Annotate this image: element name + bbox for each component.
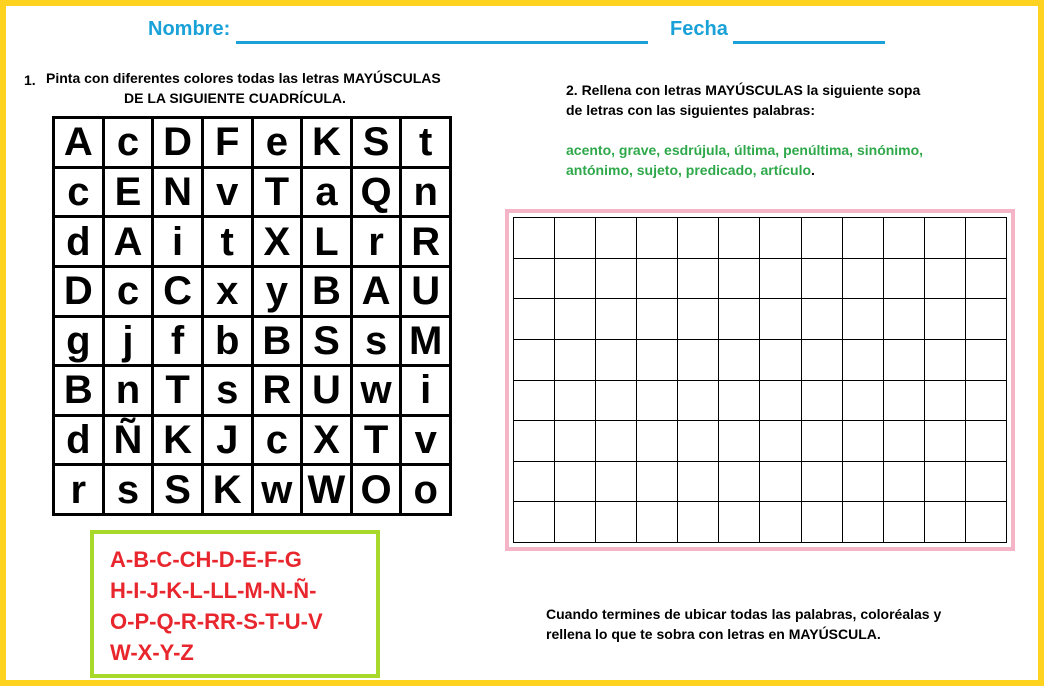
header	[148, 18, 885, 44]
word-search-cell[interactable]	[925, 502, 966, 543]
word-search-cell[interactable]	[514, 462, 555, 503]
word-search-cell[interactable]	[678, 421, 719, 462]
word-search-cell[interactable]	[555, 381, 596, 422]
word-search-cell[interactable]	[760, 259, 801, 300]
fecha-label: Fecha	[670, 18, 728, 40]
word-search-cell[interactable]	[596, 340, 637, 381]
letter-cell[interactable]: O	[353, 466, 400, 513]
word-search-cell[interactable]	[678, 218, 719, 259]
letter-cell[interactable]: t	[204, 218, 251, 265]
letter-cell[interactable]: Ñ	[105, 417, 152, 464]
word-search-cell[interactable]	[719, 421, 760, 462]
word-search-cell[interactable]	[843, 502, 884, 543]
word-search-cell[interactable]	[966, 421, 1007, 462]
word-search-cell[interactable]	[843, 218, 884, 259]
word-search-cell[interactable]	[884, 218, 925, 259]
word-search-cell[interactable]	[760, 502, 801, 543]
word-search-cell[interactable]	[843, 299, 884, 340]
word-search-cell[interactable]	[843, 462, 884, 503]
word-search-cell[interactable]	[802, 381, 843, 422]
word-search-cell[interactable]	[802, 340, 843, 381]
activity2-line1: 2. Rellena con letras MAYÚSCULAS la siguiente sopa	[566, 82, 921, 98]
letter-cell[interactable]: c	[105, 268, 152, 315]
letter-cell[interactable]: y	[254, 268, 301, 315]
letter-cell[interactable]: v	[402, 417, 449, 464]
word-search-cell[interactable]	[925, 421, 966, 462]
letter-cell[interactable]: n	[105, 367, 152, 414]
word-search-cell[interactable]	[843, 421, 884, 462]
word-search-cell[interactable]	[637, 381, 678, 422]
letter-cell[interactable]: d	[55, 417, 102, 464]
letter-cell[interactable]: w	[353, 367, 400, 414]
letter-cell[interactable]: o	[402, 466, 449, 513]
word-search-cell[interactable]	[678, 502, 719, 543]
word-search-cell[interactable]	[884, 381, 925, 422]
letter-cell[interactable]: D	[154, 119, 201, 166]
letter-cell[interactable]: N	[154, 169, 201, 216]
letter-cell[interactable]: K	[303, 119, 350, 166]
word-search-cell[interactable]	[596, 259, 637, 300]
word-search-cell[interactable]	[925, 340, 966, 381]
letter-cell[interactable]: B	[303, 268, 350, 315]
letter-cell[interactable]: X	[254, 218, 301, 265]
final-instruction-line1: Cuando termines de ubicar todas las palabras, coloréalas y	[546, 606, 942, 622]
letter-cell[interactable]: S	[303, 318, 350, 365]
word-search-cell[interactable]	[596, 502, 637, 543]
letter-cell[interactable]: E	[105, 169, 152, 216]
word-search-cell[interactable]	[966, 299, 1007, 340]
word-search-cell[interactable]	[966, 218, 1007, 259]
word-search-cell[interactable]	[843, 259, 884, 300]
word-search-cell[interactable]	[884, 340, 925, 381]
letter-cell[interactable]: U	[402, 268, 449, 315]
word-search-cell[interactable]	[555, 218, 596, 259]
word-search-cell[interactable]	[802, 502, 843, 543]
letter-cell[interactable]: s	[204, 367, 251, 414]
letter-cell[interactable]: w	[254, 466, 301, 513]
word-search-cell[interactable]	[514, 259, 555, 300]
word-search-cell[interactable]	[678, 462, 719, 503]
letter-cell[interactable]: j	[105, 318, 152, 365]
word-search-cell[interactable]	[719, 259, 760, 300]
word-search-cell[interactable]	[925, 299, 966, 340]
letter-cell[interactable]: T	[154, 367, 201, 414]
word-search-cell[interactable]	[719, 462, 760, 503]
word-search-cell[interactable]	[596, 381, 637, 422]
word-search-cell[interactable]	[802, 259, 843, 300]
word-search-cell[interactable]	[555, 340, 596, 381]
letter-cell[interactable]: e	[254, 119, 301, 166]
fecha-line[interactable]	[733, 18, 885, 44]
word-search-cell[interactable]	[966, 462, 1007, 503]
letter-cell[interactable]: B	[254, 318, 301, 365]
letter-cell[interactable]: K	[204, 466, 251, 513]
letter-cell[interactable]: c	[55, 169, 102, 216]
word-search-cell[interactable]	[802, 462, 843, 503]
word-search-cell[interactable]	[760, 381, 801, 422]
word-search-box	[505, 209, 1015, 551]
letter-cell[interactable]: J	[204, 417, 251, 464]
word-search-cell[interactable]	[514, 381, 555, 422]
word-search-cell[interactable]	[637, 259, 678, 300]
word-search-cell[interactable]	[884, 462, 925, 503]
word-search-cell[interactable]	[719, 502, 760, 543]
word-search-cell[interactable]	[760, 299, 801, 340]
letter-cell[interactable]: L	[303, 218, 350, 265]
word-search-cell[interactable]	[596, 462, 637, 503]
word-search-cell[interactable]	[596, 218, 637, 259]
word-list	[566, 140, 986, 180]
letter-cell[interactable]: A	[105, 218, 152, 265]
word-search-cell[interactable]	[843, 381, 884, 422]
word-search-cell[interactable]	[678, 259, 719, 300]
letter-cell[interactable]: v	[204, 169, 251, 216]
letter-cell[interactable]: r	[353, 218, 400, 265]
letter-cell[interactable]: X	[303, 417, 350, 464]
word-search-cell[interactable]	[884, 299, 925, 340]
word-search-cell[interactable]	[637, 340, 678, 381]
word-search-cell[interactable]	[514, 340, 555, 381]
letter-cell[interactable]: S	[353, 119, 400, 166]
word-search-cell[interactable]	[966, 259, 1007, 300]
letter-grid	[52, 116, 452, 516]
word-search-cell[interactable]	[637, 299, 678, 340]
letter-cell[interactable]: D	[55, 268, 102, 315]
letter-cell[interactable]: t	[402, 119, 449, 166]
letter-cell[interactable]: x	[204, 268, 251, 315]
alphabet-line: A-B-C-CH-D-E-F-G	[110, 547, 302, 572]
word-search-cell[interactable]	[966, 340, 1007, 381]
word-search-cell[interactable]	[802, 421, 843, 462]
word-search-cell[interactable]	[596, 299, 637, 340]
word-list-period: .	[811, 162, 815, 178]
word-search-cell[interactable]	[884, 421, 925, 462]
letter-cell[interactable]: W	[303, 466, 350, 513]
letter-cell[interactable]: K	[154, 417, 201, 464]
letter-cell[interactable]: S	[154, 466, 201, 513]
word-search-cell[interactable]	[555, 462, 596, 503]
letter-cell[interactable]: R	[402, 218, 449, 265]
word-search-cell[interactable]	[802, 218, 843, 259]
letter-cell[interactable]: Q	[353, 169, 400, 216]
letter-cell[interactable]: B	[55, 367, 102, 414]
word-search-cell[interactable]	[966, 502, 1007, 543]
letter-cell[interactable]: n	[402, 169, 449, 216]
letter-cell[interactable]: A	[353, 268, 400, 315]
word-search-cell[interactable]	[925, 218, 966, 259]
word-search-cell[interactable]	[925, 462, 966, 503]
nombre-label: Nombre:	[148, 18, 231, 40]
word-search-cell[interactable]	[719, 340, 760, 381]
word-search-cell[interactable]	[596, 421, 637, 462]
letter-cell[interactable]: b	[204, 318, 251, 365]
word-search-cell[interactable]	[719, 381, 760, 422]
activity1-line1: Pinta con diferentes colores todas las letras MAYÚSCULAS	[46, 70, 441, 86]
word-search-cell[interactable]	[514, 421, 555, 462]
nombre-line[interactable]	[236, 18, 648, 44]
word-search-cell[interactable]	[760, 340, 801, 381]
letter-cell[interactable]: F	[204, 119, 251, 166]
word-search-cell[interactable]	[637, 502, 678, 543]
letter-cell[interactable]: a	[303, 169, 350, 216]
word-search-cell[interactable]	[925, 259, 966, 300]
word-search-cell[interactable]	[637, 421, 678, 462]
word-search-cell[interactable]	[514, 502, 555, 543]
letter-cell[interactable]: f	[154, 318, 201, 365]
word-search-cell[interactable]	[678, 299, 719, 340]
word-search-cell[interactable]	[514, 218, 555, 259]
activity2-instructions	[566, 80, 986, 120]
word-search-cell[interactable]	[555, 502, 596, 543]
word-search-cell[interactable]	[637, 218, 678, 259]
word-list-line2: antónimo, sujeto, predicado, artículo	[566, 162, 812, 178]
alphabet-box	[90, 530, 380, 678]
word-search-cell[interactable]	[555, 299, 596, 340]
word-search-grid	[513, 217, 1007, 543]
word-search-cell[interactable]	[637, 462, 678, 503]
activity1-line2: DE LA SIGUIENTE CUADRÍCULA.	[124, 90, 346, 106]
letter-cell[interactable]: M	[402, 318, 449, 365]
activity2-line2: de letras con las siguientes palabras:	[566, 102, 815, 118]
letter-cell[interactable]: r	[55, 466, 102, 513]
activity1-number: 1.	[24, 72, 36, 88]
word-list-line1: acento, grave, esdrújula, última, penúltima, sinónimo,	[566, 142, 924, 158]
word-search-cell[interactable]	[884, 502, 925, 543]
word-search-cell[interactable]	[678, 381, 719, 422]
alphabet-line: O-P-Q-R-RR-S-T-U-V	[110, 609, 323, 634]
letter-cell[interactable]: c	[254, 417, 301, 464]
word-search-cell[interactable]	[843, 340, 884, 381]
letter-cell[interactable]: R	[254, 367, 301, 414]
word-search-cell[interactable]	[802, 299, 843, 340]
word-search-cell[interactable]	[966, 381, 1007, 422]
word-search-cell[interactable]	[925, 381, 966, 422]
word-search-cell[interactable]	[555, 259, 596, 300]
letter-cell[interactable]: g	[55, 318, 102, 365]
letter-cell[interactable]: C	[154, 268, 201, 315]
final-instruction-line2: rellena lo que te sobra con letras en MAYÚSCULA.	[546, 626, 881, 642]
word-search-cell[interactable]	[760, 218, 801, 259]
alphabet-line: W-X-Y-Z	[110, 640, 194, 665]
letter-cell[interactable]: U	[303, 367, 350, 414]
letter-cell[interactable]: T	[353, 417, 400, 464]
word-search-cell[interactable]	[719, 299, 760, 340]
word-search-cell[interactable]	[555, 421, 596, 462]
letter-cell[interactable]: i	[154, 218, 201, 265]
letter-cell[interactable]: d	[55, 218, 102, 265]
letter-cell[interactable]: i	[402, 367, 449, 414]
letter-cell[interactable]: T	[254, 169, 301, 216]
letter-cell[interactable]: s	[105, 466, 152, 513]
word-search-cell[interactable]	[884, 259, 925, 300]
letter-cell[interactable]: A	[55, 119, 102, 166]
final-instruction	[546, 604, 1006, 644]
word-search-cell[interactable]	[678, 340, 719, 381]
word-search-cell[interactable]	[760, 462, 801, 503]
word-search-cell[interactable]	[514, 299, 555, 340]
word-search-cell[interactable]	[719, 218, 760, 259]
letter-cell[interactable]: s	[353, 318, 400, 365]
letter-cell[interactable]: c	[105, 119, 152, 166]
word-search-cell[interactable]	[760, 421, 801, 462]
alphabet-line: H-I-J-K-L-LL-M-N-Ñ-	[110, 578, 317, 603]
